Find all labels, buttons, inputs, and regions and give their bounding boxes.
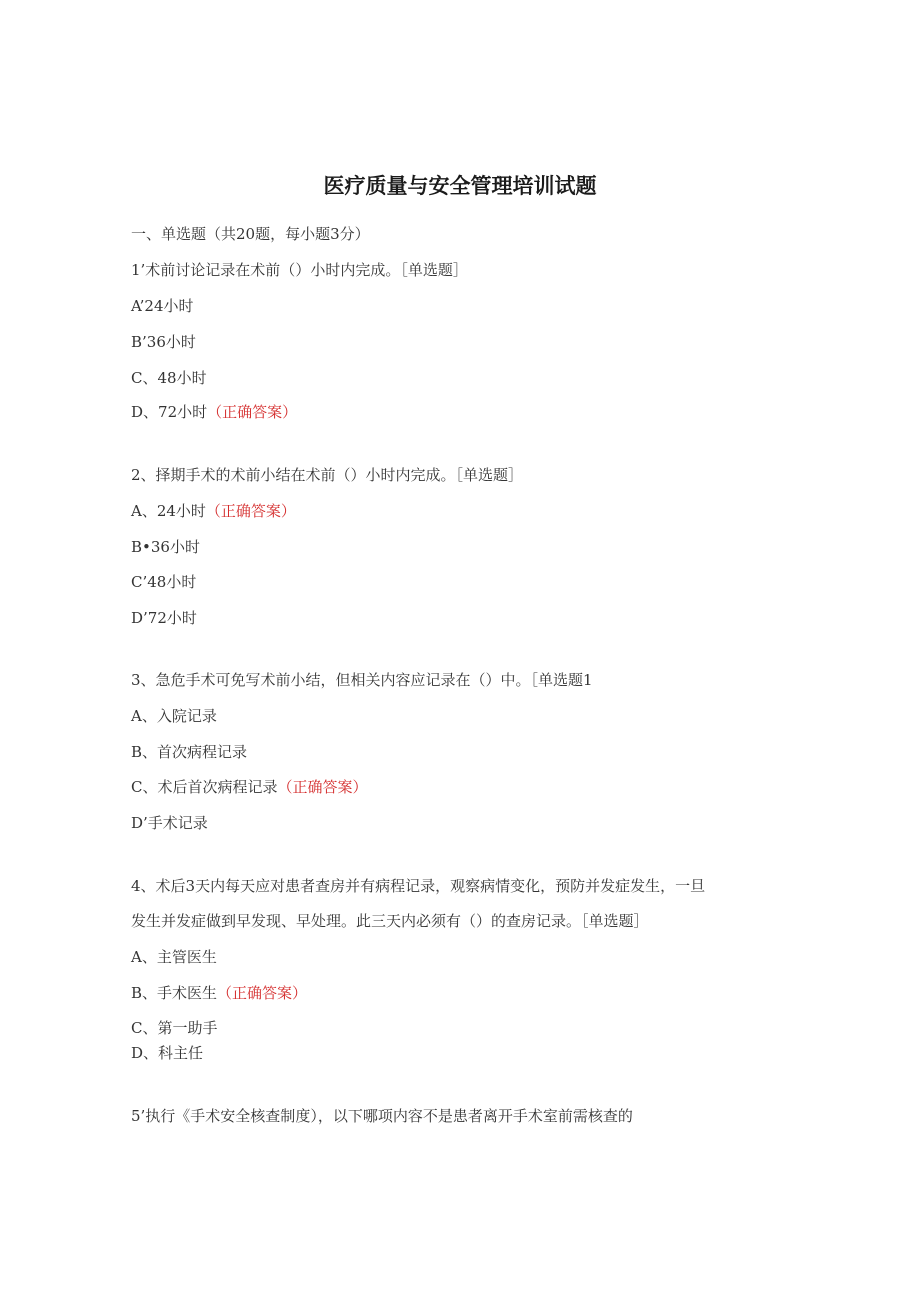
correct-answer-marker: （正确答案） (205, 502, 296, 520)
q3-option-c-text: C、术后首次病程记录 (131, 778, 278, 796)
q3-option-b: B、首次病程记录 (131, 743, 248, 761)
q1-option-c: C、48小时 (131, 369, 207, 387)
q1-option-d (131, 402, 297, 422)
q2-option-b: B•36小时 (131, 538, 200, 556)
question-2-stem: 2、择期手术的术前小结在术前（）小时内完成。［单选题］ (131, 466, 524, 484)
q2-option-c: C’48小时 (131, 573, 197, 591)
question-1-stem: 1’术前讨论记录在术前（）小时内完成。［单选题］ (131, 261, 468, 279)
q4-option-b-text: B、手术医生 (131, 984, 218, 1002)
question-5-stem: 5’执行《手术安全核查制度），以下哪项内容不是患者离开手术室前需核查的 (131, 1107, 633, 1125)
q3-option-c (131, 777, 368, 797)
document-title: 医疗质量与安全管理培训试题 (323, 174, 597, 198)
q2-option-d: D’72小时 (131, 609, 197, 627)
correct-answer-marker: （正确答案） (217, 984, 308, 1002)
q4-option-b (131, 983, 307, 1003)
q1-option-d-text: D、72小时 (131, 403, 208, 421)
q1-option-a: A’24小时 (131, 297, 194, 315)
question-3-stem: 3、急危手术可免写术前小结，但相关内容应记录在（）中。［单选题1 (131, 671, 593, 689)
correct-answer-marker: （正确答案） (277, 778, 368, 796)
q4-option-c: C、第一助手 (131, 1019, 218, 1037)
q1-option-b: B’36小时 (131, 333, 196, 351)
q4-option-d: D、科主任 (131, 1044, 204, 1062)
section-heading: 一、单选题（共20题，每小题3分） (131, 225, 370, 243)
q2-option-a-text: A、24小时 (131, 502, 206, 520)
question-4-stem-line2: 发生并发症做到早发现、早处理。此三天内必须有（）的查房记录。［单选题］ (131, 912, 649, 930)
q4-option-a: A、主管医生 (131, 948, 217, 966)
q2-option-a (131, 501, 296, 521)
q3-option-a: A、入院记录 (131, 707, 217, 725)
question-4-stem-line1: 4、术后3天内每天应对患者查房并有病程记录，观察病情变化，预防并发症发生，一旦 (131, 877, 706, 895)
q3-option-d: D’手术记录 (131, 814, 208, 832)
correct-answer-marker: （正确答案） (207, 403, 298, 421)
